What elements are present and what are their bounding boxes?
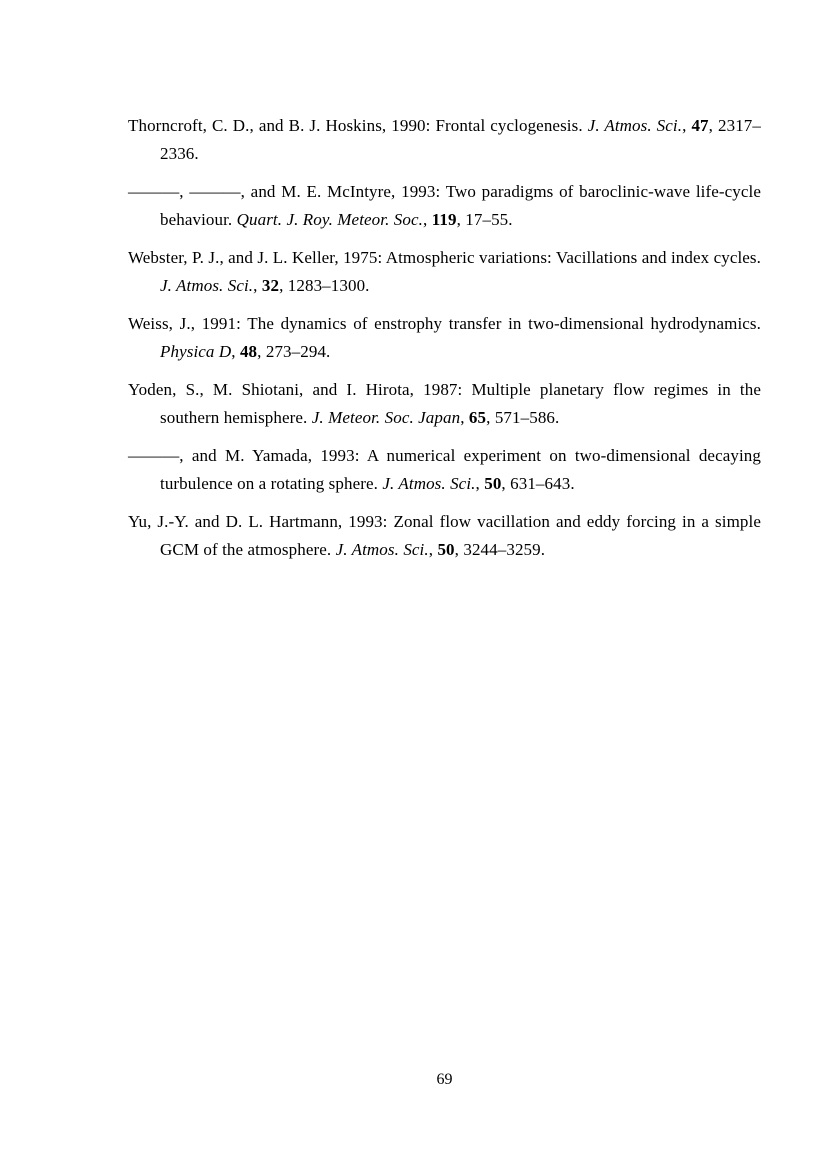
separator: ,	[253, 276, 262, 295]
pages-range: , 273–294.	[257, 342, 331, 361]
volume-number: 119	[431, 210, 457, 229]
journal-title: J. Atmos. Sci.	[335, 540, 429, 559]
journal-title: J. Atmos. Sci.	[587, 116, 683, 135]
reference-entry	[128, 178, 761, 234]
pages-range: , 631–643.	[501, 474, 575, 493]
volume-number: 47	[691, 116, 709, 135]
reference-citation-text: Yoden, S., M. Shiotani, and I. Hirota, 1987: Multiple planetary flow regimes in the southern hemisphere.	[128, 380, 761, 427]
journal-title: Quart. J. Roy. Meteor. Soc.	[236, 210, 423, 229]
reference-citation-text: Webster, P. J., and J. L. Keller, 1975: Atmospheric variations: Vacillations and index cycles.	[128, 248, 761, 267]
separator: ,	[682, 116, 692, 135]
volume-number: 50	[437, 540, 455, 559]
pages-range: , 3244–3259.	[454, 540, 546, 559]
reference-entry	[128, 442, 761, 498]
reference-citation-text: Yu, J.-Y. and D. L. Hartmann, 1993: Zonal flow vacillation and eddy forcing in a simple GCM of the atmosphere.	[128, 512, 761, 559]
volume-number: 32	[261, 276, 280, 295]
reference-citation-text: Weiss, J., 1991: The dynamics of enstrophy transfer in two-dimensional hydrodynamics.	[128, 314, 761, 333]
volume-number: 48	[239, 342, 258, 361]
reference-entry	[128, 376, 761, 432]
reference-citation-text: ———, and M. Yamada, 1993: A numerical experiment on two-dimensional decaying turbulence on a rotating sphere.	[128, 446, 761, 493]
reference-citation-text: ———, ———, and M. E. McIntyre, 1993: Two paradigms of baroclinic-wave life-cycle behaviour.	[128, 182, 761, 229]
separator: ,	[460, 408, 469, 427]
journal-title: J. Atmos. Sci.	[160, 276, 254, 295]
references-list	[128, 112, 761, 574]
reference-entry	[128, 310, 761, 366]
reference-citation-text: Thorncroft, C. D., and B. J. Hoskins, 1990: Frontal cyclogenesis.	[128, 116, 588, 135]
journal-title: Physica D	[160, 342, 232, 361]
pages-range: , 2317–2336.	[160, 116, 761, 163]
page-number: 69	[436, 1071, 453, 1088]
pages-range: , 571–586.	[486, 408, 560, 427]
reference-entry	[128, 244, 761, 300]
reference-entry	[128, 508, 761, 564]
separator: ,	[428, 540, 438, 559]
journal-title: J. Atmos. Sci.	[382, 474, 476, 493]
reference-entry	[128, 112, 761, 168]
volume-number: 50	[484, 474, 502, 493]
pages-range: , 1283–1300.	[279, 276, 370, 295]
volume-number: 65	[468, 408, 487, 427]
journal-title: J. Meteor. Soc. Japan	[311, 408, 461, 427]
separator: ,	[423, 210, 432, 229]
separator: ,	[475, 474, 485, 493]
pages-range: , 17–55.	[456, 210, 513, 229]
separator: ,	[231, 342, 240, 361]
